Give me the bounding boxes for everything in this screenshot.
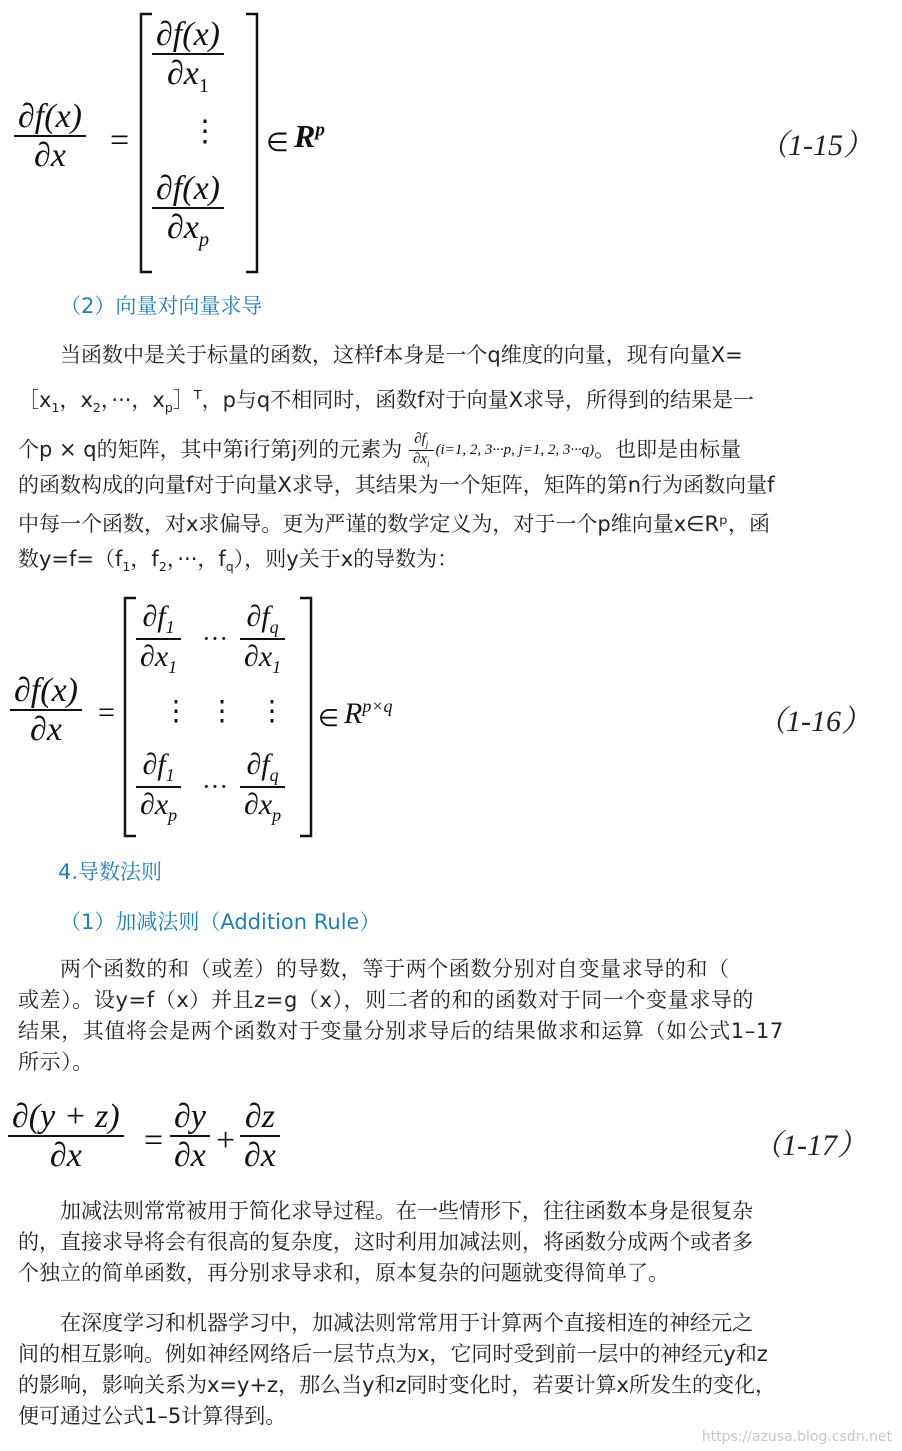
eq16-space: $R^{p\times q}$	[344, 696, 393, 730]
eq16-vdots-3: ⋮	[258, 696, 286, 727]
eq16-right-bracket	[298, 596, 314, 838]
paragraph-addition-rule	[18, 954, 880, 1078]
inline-element-formula: $\frac{\partial f_j}{\partial x_i}$ (i=1, 2, 3···p, j=1, 2, 3···q)	[409, 431, 594, 470]
eq15-entry2-numerator: ∂f(x)	[156, 170, 220, 207]
para3-line1: 加减法则常常被用于简化求导过程。在一些情形下，往往函数本身是很复杂	[60, 1199, 753, 1223]
para1-line2: $[x_1$，$x_2$，···，$x_p]^T$，p与q不相同时，函数f对于向量X求导，所得到的结果是一	[18, 387, 755, 416]
eq15-lhs-numerator: ∂f(x)	[18, 98, 82, 135]
eq16-entry-pq: $\partial f_q$ $\partial x_p$	[240, 748, 285, 826]
eq16-in-symbol: ∈	[318, 706, 339, 732]
eq15-vdots: ⋮	[190, 115, 220, 148]
eq16-vdots-1: ⋮	[162, 696, 190, 727]
para4-line4: 便可通过公式1–5计算得到。	[18, 1404, 287, 1428]
eq15-lhs-fraction	[14, 98, 86, 175]
eq15-entry-2	[152, 170, 224, 252]
para2-line4: 所示）。	[18, 1050, 94, 1074]
para2-line2: 或差）。设y=f（x）并且z=g（x），则二者的和的函数对于同一个变量求导的	[18, 988, 755, 1012]
eq17-term-1	[170, 1098, 210, 1175]
eq16-lhs-denominator: ∂x	[30, 711, 62, 749]
para1-line3: 个p × q的矩阵，其中第i行第j列的元素为 $\frac{\partial f_j}{\partial x_i}$ (i=1, 2, 3···p, j=1, 2, 3···q) 。也即是由标量	[18, 431, 742, 470]
eq16-vdots-2: ⋮	[208, 696, 236, 727]
eq16-number: （1-16）	[756, 705, 871, 738]
eq17-term2-numerator: ∂z	[244, 1098, 275, 1135]
eq16-entry-1q: $\partial f_q$ $\partial x_1$	[240, 600, 285, 678]
eq17-term2-denominator: ∂x	[244, 1137, 276, 1175]
heading-derivative-rules: 4.导数法则	[58, 860, 163, 884]
eq16-cdots-rowp: ···	[202, 772, 228, 801]
para2-line3: 结果，其值将会是两个函数对于变量分别求导后的结果做求和运算（如公式1–17	[18, 1019, 784, 1043]
para1-line6: 数$y=f=(f_1$，$f_2$，···，$f_q$），则y关于x的导数为：	[18, 546, 459, 575]
heading-vector-derivative: （2）向量对向量求导	[60, 294, 263, 318]
eq16-entry-11: $\partial f_1$ $\partial x_1$	[136, 600, 181, 678]
inline-formula-condition: (i=1, 2, 3···p, j=1, 2, 3···q)	[435, 442, 595, 459]
eq15-number: （1-15）	[758, 129, 873, 162]
para4-line1: 在深度学习和机器学习中，加减法则常常用于计算两个直接相连的神经元之	[60, 1311, 753, 1335]
eq16-entry-p1: $\partial f_1$ $\partial x_p$	[136, 748, 181, 826]
eq17-term1-denominator: ∂x	[174, 1137, 206, 1175]
para1-line4: 的函数构成的向量f对于向量X求导，其结果为一个矩阵，矩阵的第n行为函数向量f	[18, 472, 775, 497]
eq16-lhs-fraction	[10, 672, 82, 749]
para4-line3: 的影响，影响关系为x=y+z，那么当y和z同时变化时，若要计算x所发生的变化，	[18, 1373, 776, 1397]
heading-addition-rule: （1）加减法则（Addition Rule）	[60, 910, 381, 934]
eq17-lhs-fraction	[8, 1098, 124, 1175]
para3-line2: 的，直接求导将会有很高的复杂度，这时利用加减法则，将函数分成两个或者多	[18, 1230, 753, 1254]
eq15-space: $R^p$	[294, 118, 325, 154]
eq15-equals: =	[110, 122, 130, 159]
eq16-equals: =	[98, 696, 115, 729]
eq15-entry1-numerator: ∂f(x)	[156, 16, 220, 53]
watermark: https://azusa.blog.csdn.net	[701, 1429, 892, 1445]
eq17-lhs-numerator: ∂(y + z)	[12, 1098, 120, 1135]
eq16-lhs-numerator: ∂f(x)	[14, 672, 78, 709]
eq17-equals: =	[144, 1122, 164, 1159]
eq15-entry-1	[152, 16, 224, 98]
eq15-lhs-denominator: ∂x	[34, 137, 66, 175]
eq16-cdots-row1: ···	[202, 624, 228, 653]
eq17-number: （1-17）	[752, 1129, 867, 1162]
eq17-plus: +	[216, 1122, 236, 1159]
para4-line2: 间的相互影响。例如神经网络后一层节点为x，它同时受到前一层中的神经元y和z	[18, 1342, 768, 1366]
eq17-term1-numerator: ∂y	[174, 1098, 206, 1135]
equation-1-17	[0, 1094, 902, 1190]
eq15-right-bracket	[244, 12, 260, 274]
para1-line5: 中每一个函数，对x求偏导。更为严谨的数学定义为，对于一个p维向量x∈Rᵖ，函	[18, 511, 771, 536]
eq15-in-symbol: ∈	[266, 128, 289, 157]
paragraph-addition-usage	[18, 1196, 880, 1289]
eq15-entry1-denominator: $\partial x_1$	[166, 55, 210, 98]
para3-line3: 个独立的简单函数，再分别求导求和，原本复杂的问题就变得简单了。	[18, 1261, 669, 1285]
paragraph-vector-derivative	[18, 340, 880, 582]
equation-1-16	[0, 590, 902, 840]
eq17-term-2	[240, 1098, 280, 1175]
para1-line1: 当函数中是关于标量的函数，这样f本身是一个q维度的向量，现有向量X=	[60, 343, 743, 367]
paragraph-deep-learning	[18, 1308, 880, 1432]
equation-1-15	[0, 0, 902, 290]
para2-line1: 两个函数的和（或差）的导数，等于两个函数分别对自变量求导的和（	[60, 957, 730, 981]
eq15-entry2-denominator: $\partial x_p$	[166, 209, 210, 252]
eq17-lhs-denominator: ∂x	[49, 1137, 82, 1175]
